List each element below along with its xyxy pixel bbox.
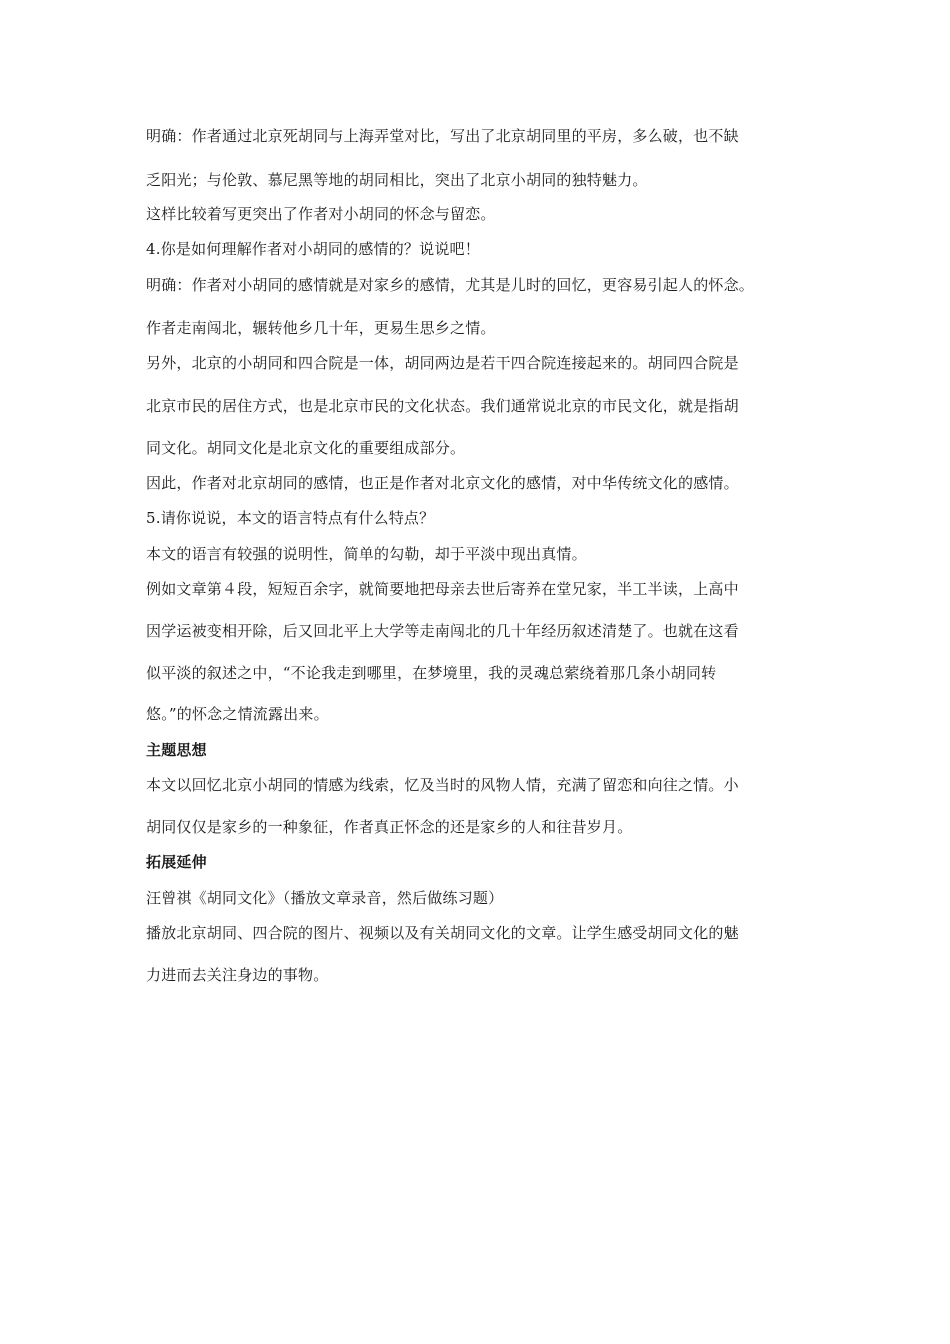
text-line: 乏阳光；与伦敦、慕尼黑等地的胡同相比，突出了北京小胡同的独特魅力。 [146,171,648,189]
text-line: 这样比较着写更突出了作者对小胡同的怀念与留恋。 [146,205,496,223]
text-line: 北京市民的居住方式，也是北京市民的文化状态。我们通常说北京的市民文化，就是指胡 [146,397,739,415]
section-heading-theme: 主题思想 [146,741,207,759]
text-line: 本文以回忆北京小胡同的情感为线索，忆及当时的风物人情，充满了留恋和向往之情。小 [146,776,739,794]
text-line: 作者走南闯北，辗转他乡几十年，更易生思乡之情。 [146,319,496,337]
text-line: 明确：作者对小胡同的感情就是对家乡的感情，尤其是儿时的回忆，更容易引起人的怀念。 [146,276,755,294]
text-line: 明确：作者通过北京死胡同与上海弄堂对比，写出了北京胡同里的平房，多么破，也不缺 [146,127,739,145]
text-line: 悠。”的怀念之情流露出来。 [146,705,329,723]
text-line: 因学运被变相开除，后又回北平上大学等走南闯北的几十年经历叙述清楚了。也就在这看 [146,622,739,640]
section-heading-extension: 拓展延伸 [146,853,207,871]
text-line: 同文化。胡同文化是北京文化的重要组成部分。 [146,439,466,457]
text-line: 本文的语言有较强的说明性，简单的勾勒，却于平淡中现出真情。 [146,545,587,563]
text-line: 播放北京胡同、四合院的图片、视频以及有关胡同文化的文章。让学生感受胡同文化的魅 [146,924,739,942]
text-line: 因此，作者对北京胡同的感情，也正是作者对北京文化的感情，对中华传统文化的感情。 [146,474,739,492]
text-line: 似平淡的叙述之中，“不论我走到哪里，在梦境里，我的灵魂总萦绕着那几条小胡同转 [146,664,717,682]
question-5: 5.请你说说，本文的语言特点有什么特点？ [146,509,435,527]
question-4: 4.你是如何理解作者对小胡同的感情的？说说吧！ [146,240,480,258]
text-line: 汪曾祺《胡同文化》（播放文章录音，然后做练习题） [146,889,504,907]
text-line: 胡同仅仅是家乡的一种象征，作者真正怀念的还是家乡的人和往昔岁月。 [146,818,633,836]
text-line: 另外，北京的小胡同和四合院是一体，胡同两边是若干四合院连接起来的。胡同四合院是 [146,354,739,372]
text-line: 例如文章第４段，短短百余字，就简要地把母亲去世后寄养在堂兄家，半工半读，上高中 [146,580,739,598]
text-line: 力进而去关注身边的事物。 [146,966,329,984]
